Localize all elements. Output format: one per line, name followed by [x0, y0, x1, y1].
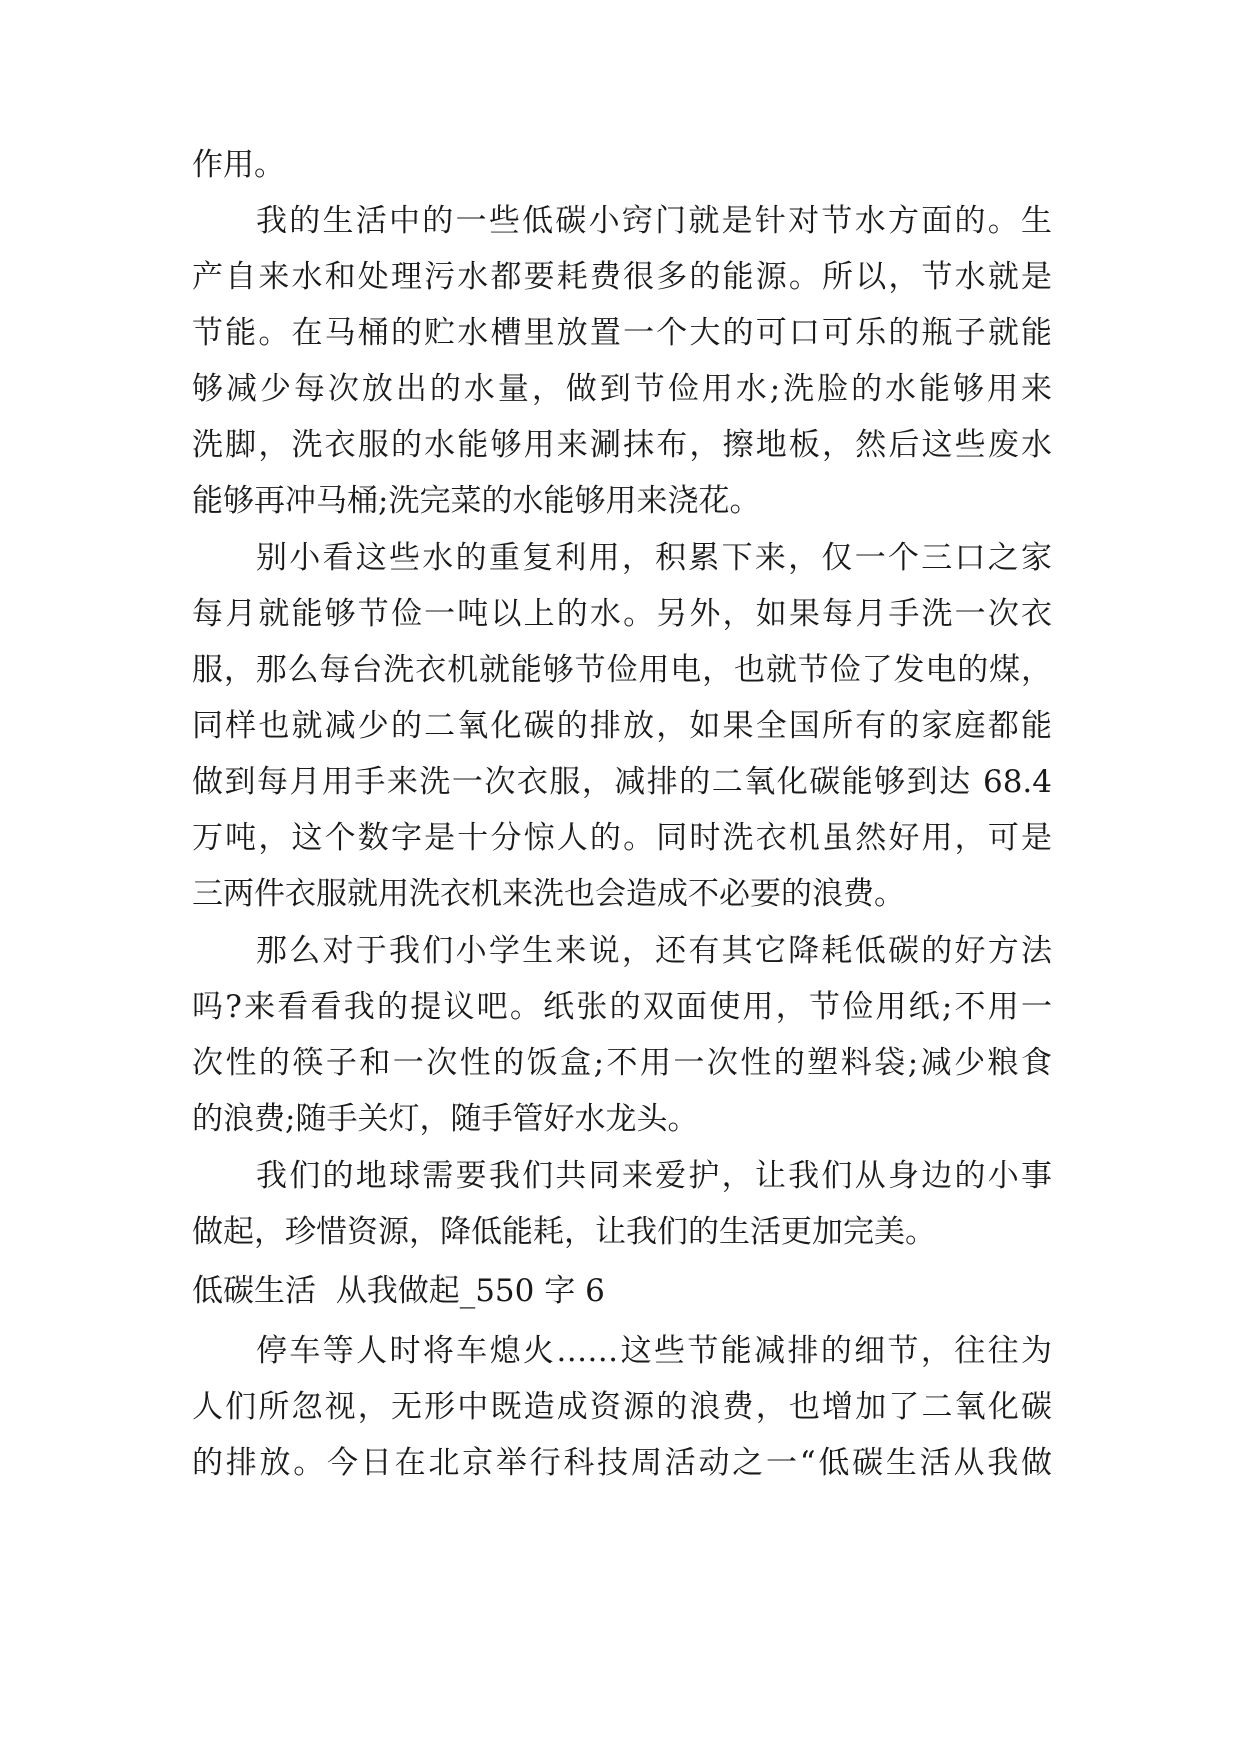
text-line: 每月就能够节俭一吨以上的水。另外，如果每月手洗一次衣 — [192, 596, 1052, 632]
text-line: 做起，珍惜资源，降低能耗，让我们的生活更加完美。 — [192, 1214, 936, 1250]
text-line: 我们的地球需要我们共同来爱护，让我们从身边的小事 — [256, 1158, 1052, 1194]
text-line: 的排放。今日在北京举行科技周活动之一“低碳生活从我做 — [192, 1445, 1052, 1481]
text-line: 节能。在马桶的贮水槽里放置一个大的可口可乐的瓶子就能 — [192, 315, 1052, 351]
text-line: 次性的筷子和一次性的饭盒;不用一次性的塑料袋;减少粮食 — [192, 1045, 1052, 1081]
text-line: 我的生活中的一些低碳小窍门就是针对节水方面的。生 — [256, 203, 1052, 239]
text-line: 停车等人时将车熄火……这些节能减排的细节，往往为 — [256, 1333, 1052, 1369]
text-line: 那么对于我们小学生来说，还有其它降耗低碳的好方法 — [256, 933, 1052, 969]
section-heading: 低碳生活 从我做起_550 字 6 — [192, 1273, 605, 1309]
text-line: 产自来水和处理污水都要耗费很多的能源。所以，节水就是 — [192, 259, 1052, 295]
text-line: 吗?来看看我的提议吧。纸张的双面使用，节俭用纸;不用一 — [192, 989, 1052, 1025]
text-line: 洗脚，洗衣服的水能够用来涮抹布，擦地板，然后这些废水 — [192, 427, 1052, 463]
text-line: 能够再冲马桶;洗完菜的水能够用来浇花。 — [192, 483, 761, 519]
text-line: 作用。 — [192, 147, 285, 183]
text-line: 万吨，这个数字是十分惊人的。同时洗衣机虽然好用，可是 — [192, 820, 1052, 856]
text-line: 的浪费;随手关灯，随手管好水龙头。 — [192, 1101, 699, 1137]
text-line: 人们所忽视，无形中既造成资源的浪费，也增加了二氧化碳 — [192, 1389, 1052, 1425]
text-line: 服，那么每台洗衣机就能够节俭用电，也就节俭了发电的煤， — [192, 652, 1052, 688]
text-line: 同样也就减少的二氧化碳的排放，如果全国所有的家庭都能 — [192, 708, 1052, 744]
text-line: 三两件衣服就用洗衣机来洗也会造成不必要的浪费。 — [192, 876, 905, 912]
text-line: 够减少每次放出的水量，做到节俭用水;洗脸的水能够用来 — [192, 371, 1052, 407]
text-line: 别小看这些水的重复利用，积累下来，仅一个三口之家 — [256, 540, 1052, 576]
text-line: 做到每月用手来洗一次衣服，减排的二氧化碳能够到达 68.4 — [192, 764, 1052, 800]
